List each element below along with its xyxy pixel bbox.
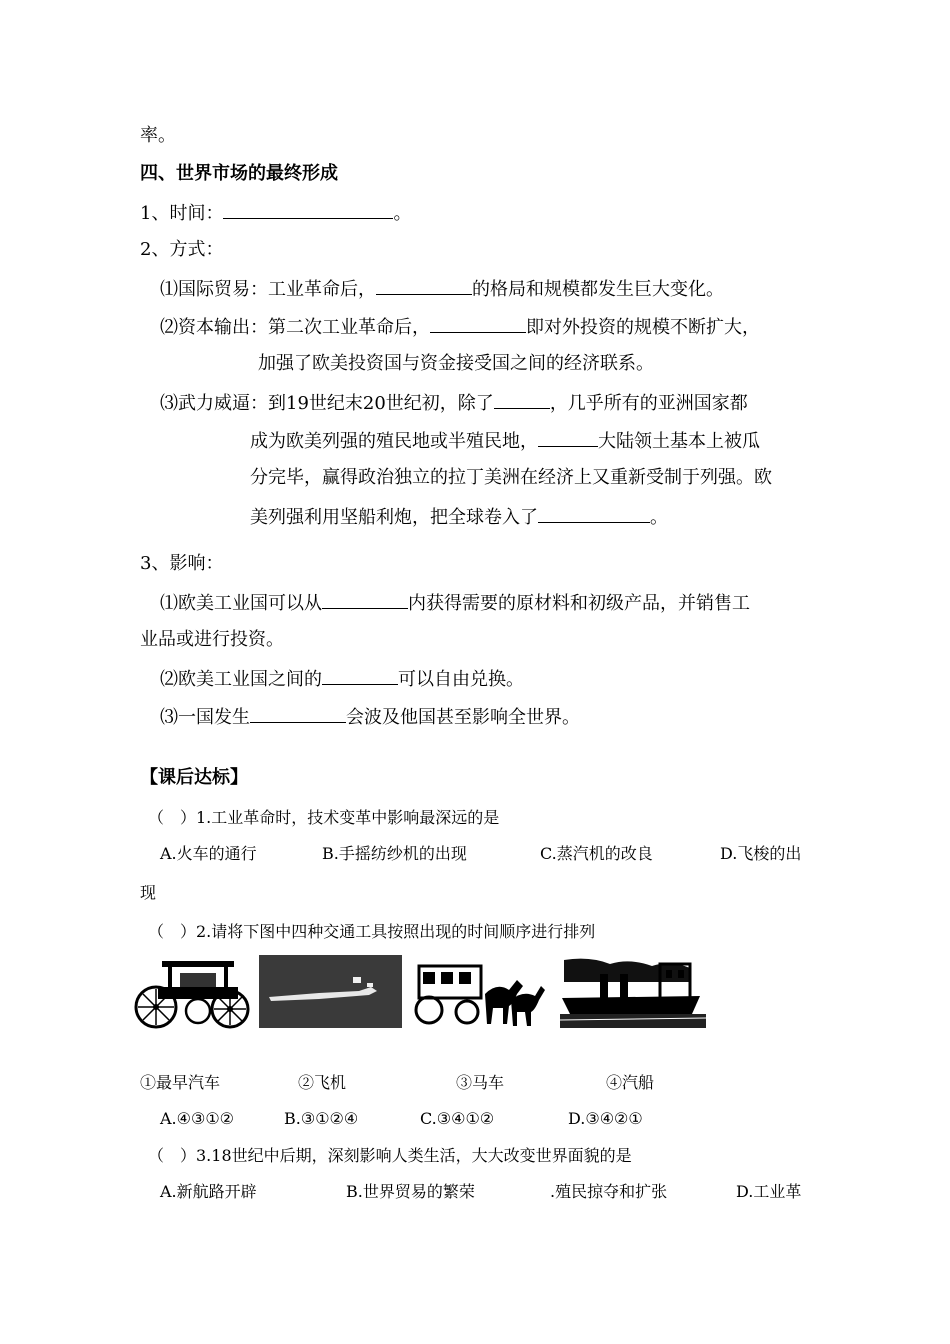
impact1-item [160, 590, 750, 616]
impact1-line2: 业品或进行投资。 [140, 629, 284, 650]
impact2-blank[interactable] [322, 666, 398, 685]
capital-pre: ⑵资本输出：第二次工业革命后， [160, 317, 430, 338]
impact-label: 3、影响： [140, 553, 224, 574]
force-blank-2[interactable] [538, 428, 598, 447]
force-l4-pre: 美列强利用坚船利炮，把全球卷入了 [250, 507, 538, 528]
force-l2-post: 大陆领土基本上被瓜 [598, 431, 760, 452]
q1-option-d-wrap: 现 [140, 883, 157, 902]
q2-label-4: ④汽船 [606, 1073, 655, 1092]
impact2-item [160, 666, 524, 692]
impact3-item [160, 704, 580, 730]
q3-option-c[interactable]: .殖民掠夺和扩张 [550, 1182, 668, 1201]
impact1-pre: ⑴欧美工业国可以从 [160, 593, 322, 614]
q2-option-d[interactable]: D.③④②① [568, 1109, 643, 1128]
q2-label-1: ①最早汽车 [140, 1073, 221, 1092]
trade-pre: ⑴国际贸易：工业革命后， [160, 279, 376, 300]
capital-line2: 加强了欧美投资国与资金接受国之间的经济联系。 [258, 353, 654, 374]
force-l2-pre: 成为欧美列强的殖民地或半殖民地， [250, 431, 538, 452]
steamship-image [560, 956, 706, 1028]
impact1-post: 内获得需要的原材料和初级产品，并销售工 [408, 593, 750, 614]
force-post: ，几乎所有的亚洲国家都 [549, 393, 748, 414]
q1-option-d[interactable]: D.飞梭的出 [720, 844, 802, 863]
q2-label-3: ③马车 [456, 1073, 505, 1092]
impact1-blank[interactable] [322, 590, 408, 609]
trade-item [160, 276, 724, 302]
q2-option-a[interactable]: A.④③①② [160, 1109, 235, 1128]
continuation-text: 率。 [140, 125, 176, 146]
q3-option-a[interactable]: A.新航路开辟 [160, 1182, 257, 1201]
q2-stem: （ ）2.请将下图中四种交通工具按照出现的时间顺序进行排列 [148, 922, 596, 941]
impact3-post: 会波及他国甚至影响全世界。 [346, 707, 580, 728]
force-item [160, 390, 748, 416]
quiz-heading: 【课后达标】 [140, 767, 248, 788]
force-pre: ⑶武力威逼：到19世纪末20世纪初，除了 [160, 393, 494, 414]
impact2-post: 可以自由兑换。 [398, 669, 524, 690]
force-blank-1[interactable] [494, 390, 550, 409]
impact3-pre: ⑶一国发生 [160, 707, 250, 728]
time-end: 。 [393, 203, 412, 224]
time-label: 1、时间： [140, 203, 224, 224]
trade-blank[interactable] [376, 276, 472, 295]
q1-option-b[interactable]: B.手摇纺纱机的出现 [322, 844, 467, 863]
time-item [140, 200, 411, 226]
early-car-image [128, 955, 256, 1030]
force-line4 [250, 504, 668, 530]
q1-option-c[interactable]: C.蒸汽机的改良 [540, 844, 653, 863]
q2-option-c[interactable]: C.③④①② [420, 1109, 495, 1128]
q3-stem: （ ）3.18世纪中后期，深刻影响人类生活，大大改变世界面貌的是 [148, 1146, 632, 1165]
force-line2 [250, 428, 760, 454]
horse-carriage-image [413, 960, 545, 1028]
section-heading: 四、世界市场的最终形成 [140, 163, 338, 184]
impact2-pre: ⑵欧美工业国之间的 [160, 669, 322, 690]
force-line3: 分完毕，赢得政治独立的拉丁美洲在经济上又重新受制于列强。欧 [250, 467, 772, 488]
capital-post: 即对外投资的规模不断扩大， [526, 317, 760, 338]
trade-post: 的格局和规模都发生巨大变化。 [472, 279, 724, 300]
force-l4-post: 。 [650, 507, 668, 528]
impact3-blank[interactable] [250, 704, 346, 723]
q2-label-2: ②飞机 [298, 1073, 347, 1092]
q3-option-d[interactable]: D.工业革 [736, 1182, 802, 1201]
capital-item [160, 314, 760, 340]
q1-option-a[interactable]: A.火车的通行 [160, 844, 257, 863]
q2-option-b[interactable]: B.③①②④ [284, 1109, 359, 1128]
airplane-image [259, 955, 402, 1028]
force-blank-3[interactable] [538, 504, 650, 523]
capital-blank[interactable] [430, 314, 526, 333]
q1-stem: （ ）1.工业革命时，技术变革中影响最深远的是 [148, 808, 500, 827]
q3-option-b[interactable]: B.世界贸易的繁荣 [346, 1182, 475, 1201]
way-label: 2、方式： [140, 239, 224, 260]
time-blank[interactable] [223, 200, 393, 219]
